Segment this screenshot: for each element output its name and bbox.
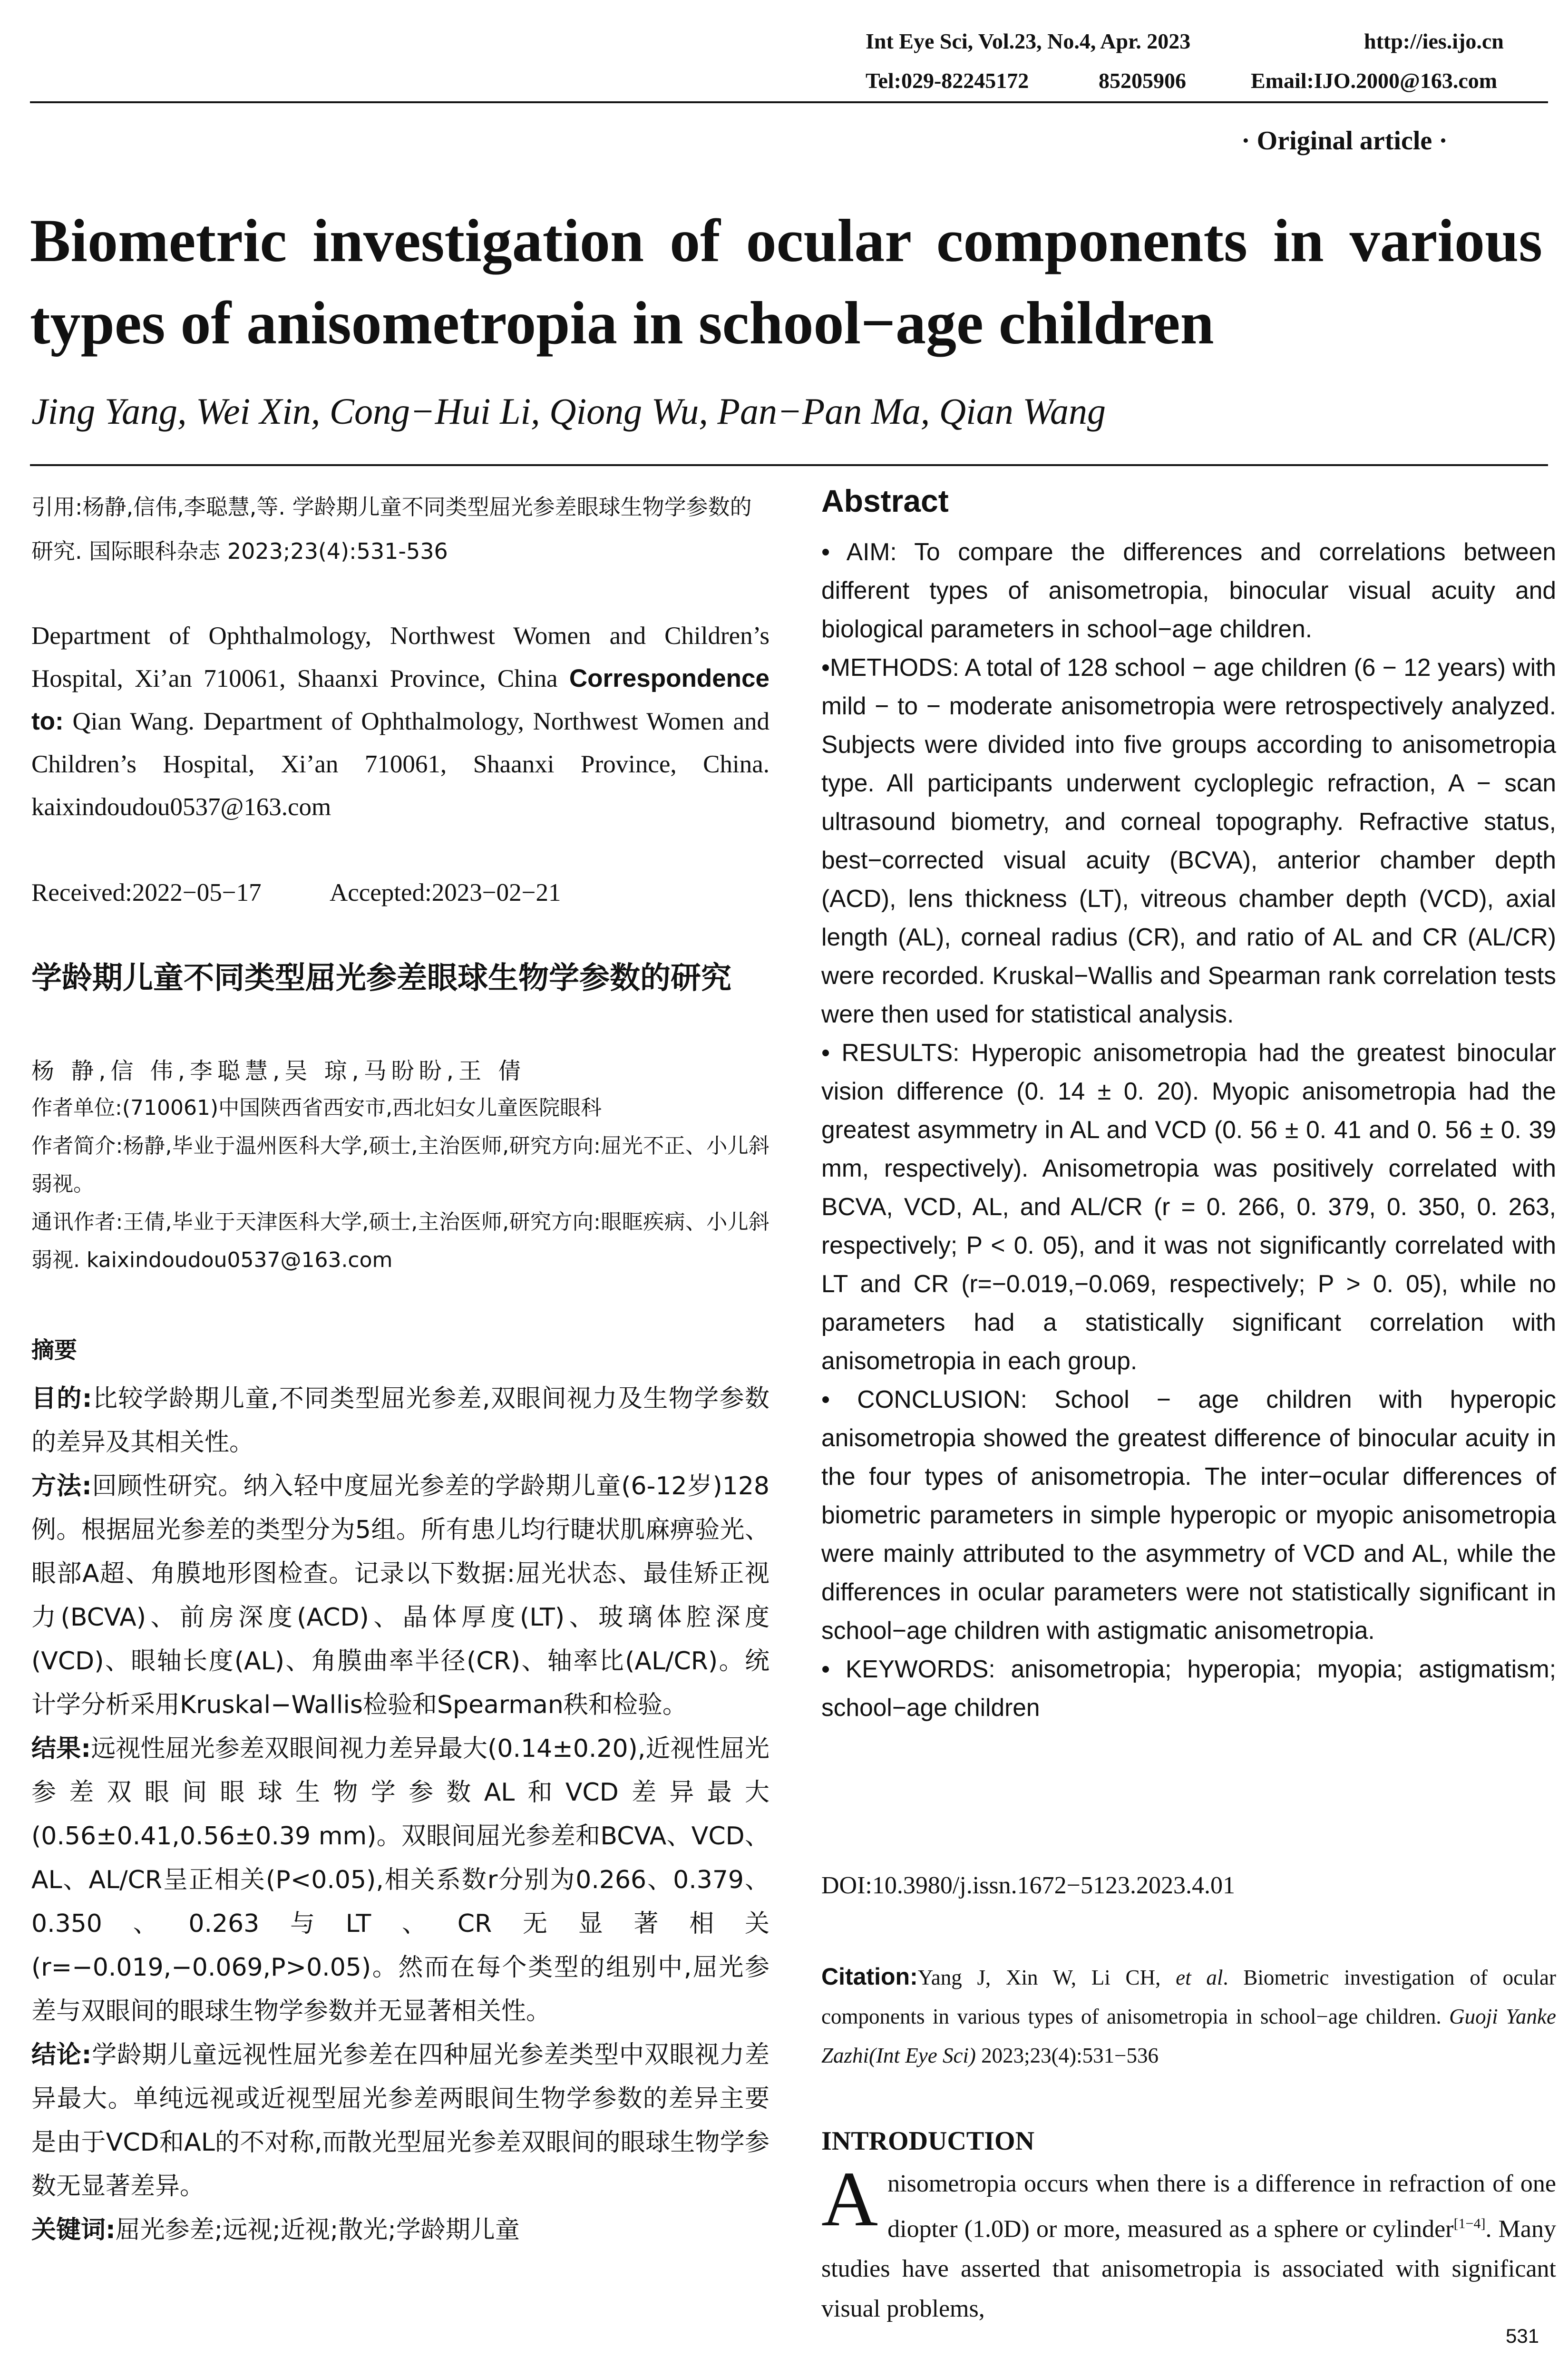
journal-email[interactable]: Email:IJO.2000@163.com xyxy=(1251,68,1498,93)
article-type: · Original article · xyxy=(1241,126,1448,156)
keywords-text: anisometropia; hyperopia; myopia; astigmatism; school−age children xyxy=(821,1655,1557,1721)
keywords-label: • KEYWORDS: xyxy=(821,1655,995,1683)
intro-text-b: . Many studies have asserted that anisometropia is associated with significant visual problems, xyxy=(821,2215,1556,2323)
page-number: 531 xyxy=(1506,2325,1539,2347)
title-rule xyxy=(30,464,1548,466)
introduction-heading: INTRODUCTION xyxy=(821,2126,1035,2156)
author-list: Jing Yang, Wei Xin, Cong−Hui Li, Qiong Wu, Pan−Pan Ma, Qian Wang xyxy=(31,390,1106,432)
chinese-author-bio: 作者简介:杨静,毕业于温州医科大学,硕士,主治医师,研究方向:屈光不正、小儿斜弱视。 xyxy=(31,1134,769,1196)
doi[interactable]: DOI:10.3980/j.issn.1672−5123.2023.4.01 xyxy=(821,1872,1236,1899)
chinese-abstract xyxy=(31,1377,769,2252)
correspondence: Qian Wang. Department of Ophthalmology, Northwest Women and Children’s Hospital, Xi’an 710061, Shaanxi Province, China. kaixindoudou0537@163.com xyxy=(31,708,770,821)
methods-text: A total of 128 school − age children (6 − 12 years) with mild − to − moderate anisometropia were retrospectively analyzed. Subjects were divided into five groups according to anisometropia type. All participants underwent cycloplegic refraction, A − scan ultrasound biometry, and corneal topography. Refractive status, best−corrected visual acuity (BCVA), anterior chamber depth (ACD), lens thickness (LT), vitreous chamber depth (VCD), axial length (AL), corneal radius (CR), and ratio of AL and CR (AL/CR) were recorded. Kruskal−Wallis and Spearman rank correlation tests were then used for statistical analysis. xyxy=(821,653,1556,1028)
chinese-authors: 杨 静,信 伟,李聪慧,吴 琼,马盼盼,王 倩 xyxy=(31,1058,526,1084)
chinese-keywords-text: 屈光参差;远视;近视;散光;学龄期儿童 xyxy=(115,2216,520,2244)
chinese-conclusion xyxy=(31,2033,769,2208)
citation-journal: Guoji Yanke Zazhi(Int Eye Sci) xyxy=(821,2005,1556,2067)
drop-cap: A xyxy=(821,2155,878,2242)
journal-info: Int Eye Sci, Vol.23, No.4, Apr. 2023 xyxy=(866,29,1191,53)
chinese-affiliation: 作者单位:(710061)中国陕西省西安市,西北妇女儿童医院眼科 xyxy=(31,1096,602,1120)
intro-reference[interactable]: [1−4] xyxy=(1453,2216,1486,2231)
methods-label: •METHODS: xyxy=(821,653,959,681)
chinese-results xyxy=(31,1727,769,2033)
introduction-text xyxy=(821,2155,1556,2329)
abstract-keywords xyxy=(821,1650,1556,1727)
paper-title: Biometric investigation of ocular components in various types of anisometropia in school−age children xyxy=(30,207,1542,357)
journal-tel: Tel:029-82245172 xyxy=(866,68,1029,93)
chinese-author-info xyxy=(31,1089,769,1279)
english-abstract xyxy=(821,533,1556,1727)
chinese-results-text: 远视性屈光参差双眼间视力差异最大(0.14±0.20),近视性屈光参差双眼间眼球生物学参数AL和VCD差异最大(0.56±0.41,0.56±0.39 mm)。双眼间屈光参差和BCVA、VCD、AL、AL/CR呈正相关(P<0.05),相关系数r分别为0.266、0.379、0.350、0.263与LT、CR无显著相关(r=−0.019,−0.069,P>0.05)。然而在每个类型的组别中,屈光参差与双眼间的眼球生物学参数并无显著相关性。 xyxy=(31,1734,769,2026)
citation-block xyxy=(821,1957,1556,2075)
chinese-aim-label: 目的: xyxy=(31,1384,92,1413)
chinese-conclusion-label: 结论: xyxy=(31,2041,92,2069)
accepted-date: Accepted:2023−02−21 xyxy=(329,879,561,906)
conclusion-text: School − age children with hyperopic anisometropia showed the greatest difference of binocular acuity in the four types of anisometropia. The inter−ocular differences of biometric parameters in simple hyperopic or myopic anisometropia were mainly attributed to the asymmetry of VCD and AL, while the differences in ocular parameters were not statistically significant in school−age children with astigmatic anisometropia. xyxy=(821,1385,1556,1644)
citation-authors: Yang J, Xin W, Li CH, xyxy=(917,1966,1176,1989)
conclusion-label: • CONCLUSION: xyxy=(821,1385,1027,1413)
journal-url[interactable]: http://ies.ijo.cn xyxy=(1364,29,1504,53)
results-label: • RESULTS: xyxy=(821,1039,960,1066)
aim-text: To compare the differences and correlations between different types of anisometropia, binocular visual acuity and biological parameters in school−age children. xyxy=(821,538,1556,643)
correspondence-label: Correspondence to: xyxy=(31,664,769,735)
chinese-aim xyxy=(31,1377,769,1464)
header-rule xyxy=(30,101,1548,103)
chinese-conclusion-text: 学龄期儿童远视性屈光参差在四种屈光参差类型中双眼视力差异最大。单纯远视或近视型屈光参差两眼间生物学参数的差异主要是由于VCD和AL的不对称,而散光型屈光参差双眼间的眼球生物学参数无显著差异。 xyxy=(31,2041,769,2201)
citation-etal: et al xyxy=(1176,1966,1223,1989)
citation-label: Citation: xyxy=(821,1963,918,1990)
chinese-methods-label: 方法: xyxy=(31,1472,92,1500)
citation-title: . Biometric investigation of ocular components in various types of anisometropia in school−age children. xyxy=(821,1966,1556,2028)
received-date: Received:2022−05−17 xyxy=(31,879,262,906)
chinese-keywords-label: 关键词: xyxy=(31,2216,116,2244)
chinese-abstract-heading: 摘要 xyxy=(31,1337,78,1364)
journal-fax: 85205906 xyxy=(1099,68,1186,93)
citation-chinese: 引用:杨静,信伟,李聪慧,等. 学龄期儿童不同类型屈光参差眼球生物学参数的研究. 国际眼科杂志 2023;23(4):531-536 xyxy=(31,494,752,564)
chinese-methods-text: 回顾性研究。纳入轻中度屈光参差的学龄期儿童(6-12岁)128例。根据屈光参差的类型分为5组。所有患儿均行睫状肌麻痹验光、眼部A超、角膜地形图检查。记录以下数据:屈光状态、最佳矫正视力(BCVA)、前房深度(ACD)、晶体厚度(LT)、玻璃体腔深度(VCD)、眼轴长度(AL)、角膜曲率半径(CR)、轴率比(AL/CR)。统计学分析采用Kruskal−Wallis检验和Spearman秩和检验。 xyxy=(31,1472,770,1719)
department: Department of Ophthalmology, Northwest Women and Children’s Hospital, Xi’an 710061, Shaanxi Province, China xyxy=(31,622,769,692)
abstract-conclusion xyxy=(821,1380,1556,1650)
affiliation-block xyxy=(31,614,769,828)
aim-label: • AIM: xyxy=(821,538,897,565)
abstract-methods xyxy=(821,648,1556,1033)
dates xyxy=(31,871,769,914)
abstract-heading: Abstract xyxy=(821,483,949,518)
chinese-methods xyxy=(31,1464,769,1727)
chinese-title: 学龄期儿童不同类型屈光参差眼球生物学参数的研究 xyxy=(31,961,731,996)
intro-text-a: nisometropia occurs when there is a difference in refraction of one diopter (1.0D) or more, measured as a sphere or cylinder xyxy=(887,2170,1556,2243)
abstract-aim xyxy=(821,533,1556,648)
citation-volume: 2023;23(4):531−536 xyxy=(975,2044,1159,2067)
chinese-aim-text: 比较学龄期儿童,不同类型屈光参差,双眼间视力及生物学参数的差异及其相关性。 xyxy=(31,1384,770,1457)
chinese-correspondence: 通讯作者:王倩,毕业于天津医科大学,硕士,主治医师,研究方向:眼眶疾病、小儿斜弱视. kaixindoudou0537@163.com xyxy=(31,1210,769,1272)
results-text: Hyperopic anisometropia had the greatest binocular vision difference (0. 14 ± 0. 20). Myopic anisometropia had the greatest asymmetry in AL and VCD (0. 56 ± 0. 41 and 0. 56 ± 0. 39 mm, respectively). Anisometropia was positively correlated with BCVA, VCD, AL, and AL/CR (r = 0. 266, 0. 379, 0. 350, 0. 263, respectively; P < 0. 05), and it was not significantly correlated with LT and CR (r=−0.019,−0.069, respectively; P > 0. 05), while no parameters had a statistically significant correlation with anisometropia in each group. xyxy=(821,1039,1556,1374)
abstract-results xyxy=(821,1033,1556,1380)
chinese-keywords xyxy=(31,2208,769,2252)
chinese-results-label: 结果: xyxy=(31,1734,91,1763)
